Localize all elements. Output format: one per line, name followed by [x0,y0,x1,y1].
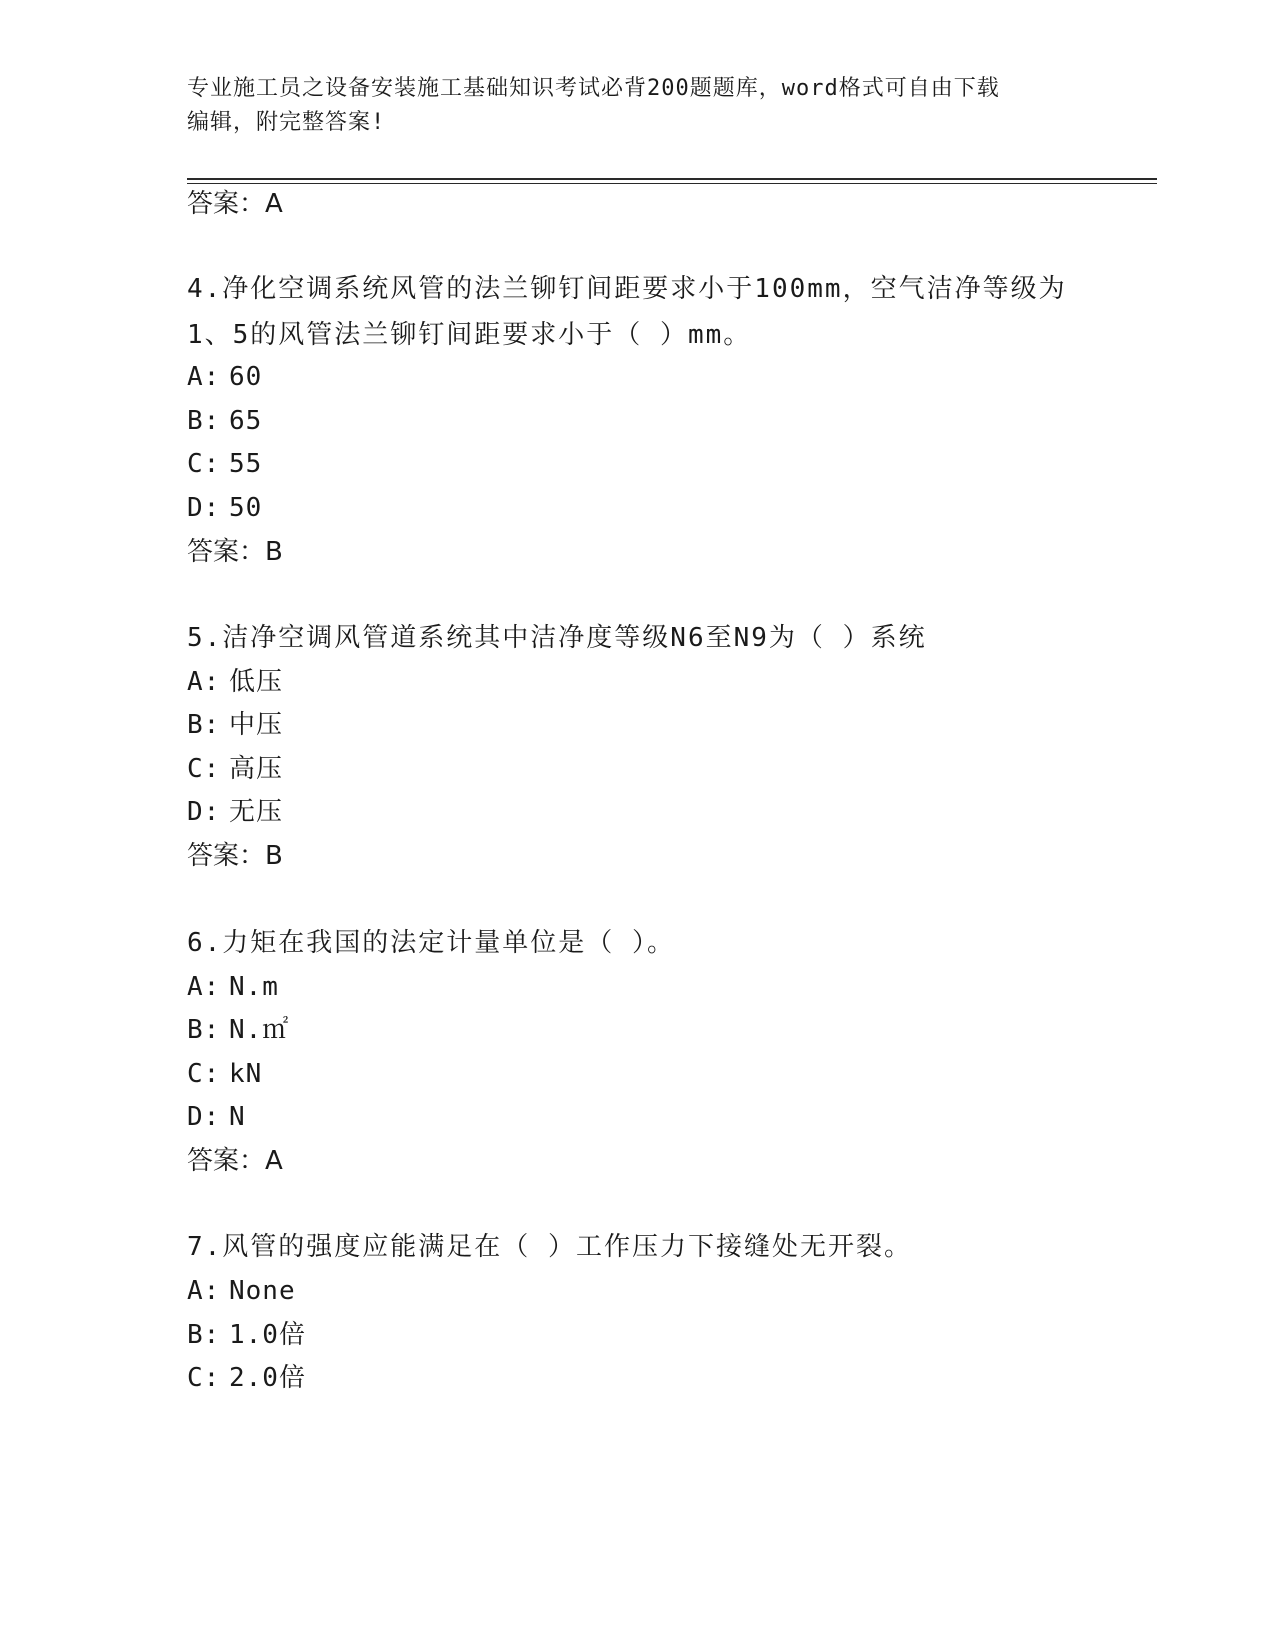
option-key: D: [187,493,221,523]
answer-previous: 答案：A [187,189,283,219]
option-text: 高压 [229,754,284,784]
option-text: 无压 [229,797,284,827]
option-text: 1.0倍 [229,1320,306,1350]
option-key: B: [187,406,221,436]
option-text: kN [229,1059,263,1089]
header-line-2: 编辑，附完整答案! [187,110,386,135]
option-key: D: [187,1102,221,1132]
question-5 [187,615,1157,661]
question-5-line-1: 5.洁净空调风管道系统其中洁净度等级N6至N9为（ ）系统 [187,623,927,653]
header-line-1: 专业施工员之设备安装施工基础知识考试必背200题题库，word格式可自由下载 [187,76,1000,101]
option-text: 中压 [229,710,284,740]
question-6-option-d [187,1099,246,1135]
question-5-option-a [187,664,283,700]
option-key: C: [187,449,221,479]
question-5-option-b [187,707,283,743]
question-6-option-a [187,969,279,1005]
option-key: D: [187,797,221,827]
question-4-option-a [187,359,262,395]
question-7 [187,1224,1157,1270]
option-key: A: [187,1276,221,1306]
option-text: 低压 [229,667,284,697]
question-7-option-b [187,1317,306,1353]
option-key: C: [187,1059,221,1089]
option-key: A: [187,362,221,392]
document-header [187,72,1087,140]
question-4-option-c [187,446,262,482]
option-text: 60 [229,362,263,392]
question-4-option-d [187,490,262,526]
question-5-answer: 答案：B [187,841,283,871]
option-key: C: [187,1363,221,1393]
option-key: B: [187,1320,221,1350]
question-7-option-c [187,1360,306,1396]
question-6-answer: 答案：A [187,1146,283,1176]
option-key: C: [187,754,221,784]
option-text: 2.0倍 [229,1363,306,1393]
option-text: 55 [229,449,263,479]
question-4-answer: 答案：B [187,537,283,567]
question-7-option-a [187,1273,296,1309]
question-5-option-c [187,751,283,787]
question-4-option-b [187,403,262,439]
header-divider [187,178,1157,184]
option-key: B: [187,710,221,740]
option-text: None [229,1276,296,1306]
question-6-option-b [187,1012,289,1048]
option-text: N [229,1102,246,1132]
question-4-line-2: 1、5的风管法兰铆钉间距要求小于（ ）mm。 [187,320,752,350]
question-6-line-1: 6.力矩在我国的法定计量单位是（ ）。 [187,928,675,958]
question-6-option-c [187,1056,262,1092]
option-key: A: [187,972,221,1002]
option-text: 50 [229,493,263,523]
question-4-line-1: 4.净化空调系统风管的法兰铆钉间距要求小于100mm，空气洁净等级为 [187,274,1067,304]
option-text: N.m [229,972,279,1002]
option-key: A: [187,667,221,697]
question-7-line-1: 7.风管的强度应能满足在（ ）工作压力下接缝处无开裂。 [187,1232,912,1262]
option-text: 65 [229,406,263,436]
question-6 [187,920,1157,966]
question-4 [187,266,1157,358]
option-key: B: [187,1015,221,1045]
option-text: N.㎡ [229,1015,290,1045]
question-5-option-d [187,794,283,830]
